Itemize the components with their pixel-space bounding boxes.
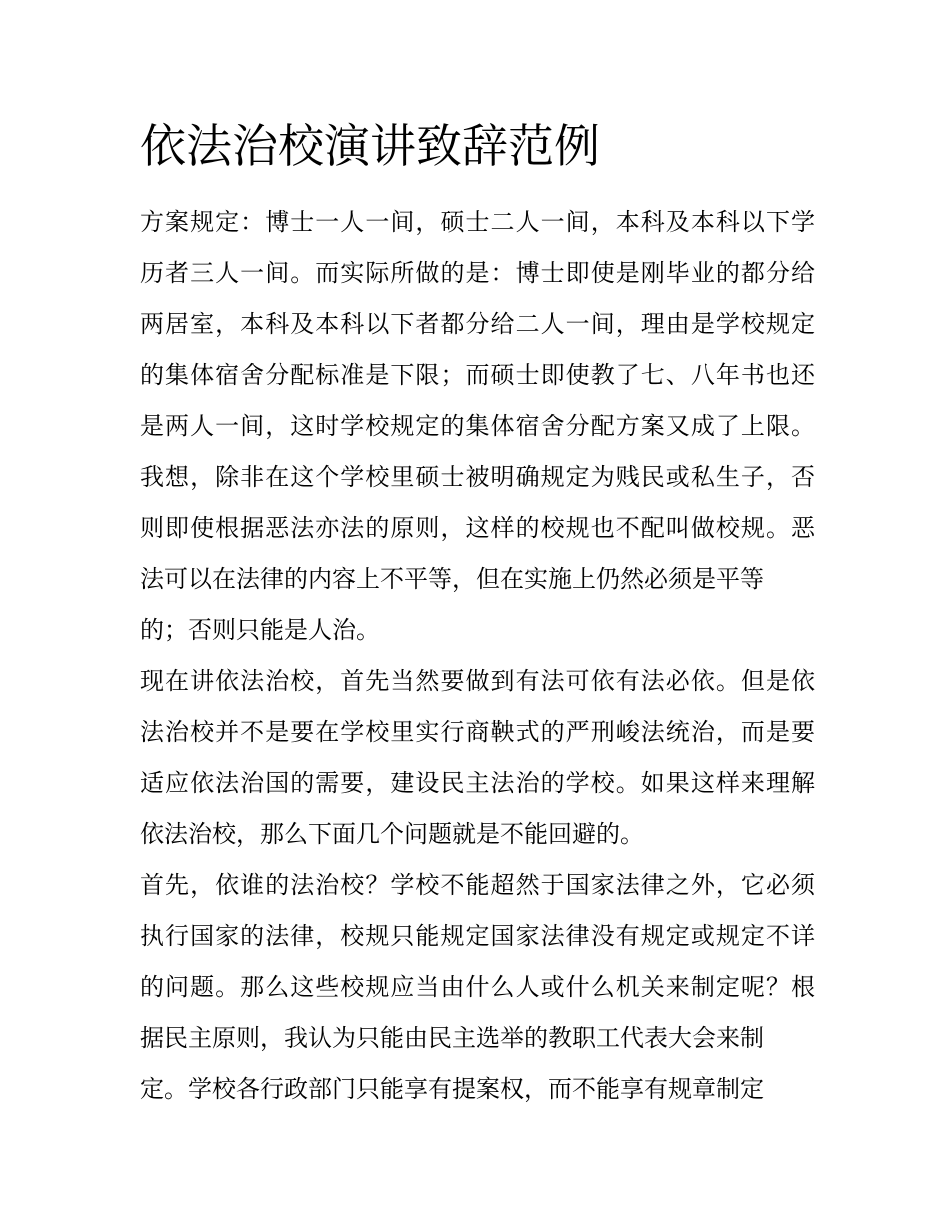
text-line: 的问题。那么这些校规应当由什么人或什么机关来制定呢？根 <box>140 973 815 1001</box>
text-line: 据民主原则，我认为只能由民主选举的教职工代表大会来制 <box>140 1024 764 1052</box>
text-line: 我想，除非在这个学校里硕士被明确规定为贱民或私生子，否 <box>140 463 815 491</box>
text-line: 则即使根据恶法亦法的原则，这样的校规也不配叫做校规。恶 <box>140 514 815 542</box>
text-line: 历者三人一间。而实际所做的是：博士即使是刚毕业的都分给 <box>140 259 815 287</box>
document-body <box>140 197 815 1115</box>
text-line: 法治校并不是要在学校里实行商鞅式的严刑峻法统治，而是要 <box>140 718 815 746</box>
document-title: 依法治校演讲致辞范例 <box>140 119 600 173</box>
text-line: 现在讲依法治校，首先当然要做到有法可依有法必依。但是依 <box>140 667 815 695</box>
text-line: 是两人一间，这时学校规定的集体宿舍分配方案又成了上限。 <box>140 412 815 440</box>
text-line: 的；否则只能是人治。 <box>140 616 380 644</box>
text-line: 首先，依谁的法治校？学校不能超然于国家法律之外，它必须 <box>140 871 815 899</box>
text-line: 方案规定：博士一人一间，硕士二人一间，本科及本科以下学 <box>140 208 815 236</box>
text-line: 法可以在法律的内容上不平等，但在实施上仍然必须是平等 <box>140 565 764 593</box>
text-line: 两居室，本科及本科以下者都分给二人一间，理由是学校规定 <box>140 310 815 338</box>
text-line: 依法治校，那么下面几个问题就是不能回避的。 <box>140 820 644 848</box>
text-line: 执行国家的法律，校规只能规定国家法律没有规定或规定不详 <box>140 922 815 950</box>
text-line: 的集体宿舍分配标准是下限；而硕士即使教了七、八年书也还 <box>140 361 815 389</box>
text-line: 适应依法治国的需要，建设民主法治的学校。如果这样来理解 <box>140 769 815 797</box>
text-line: 定。学校各行政部门只能享有提案权，而不能享有规章制定 <box>140 1075 764 1103</box>
